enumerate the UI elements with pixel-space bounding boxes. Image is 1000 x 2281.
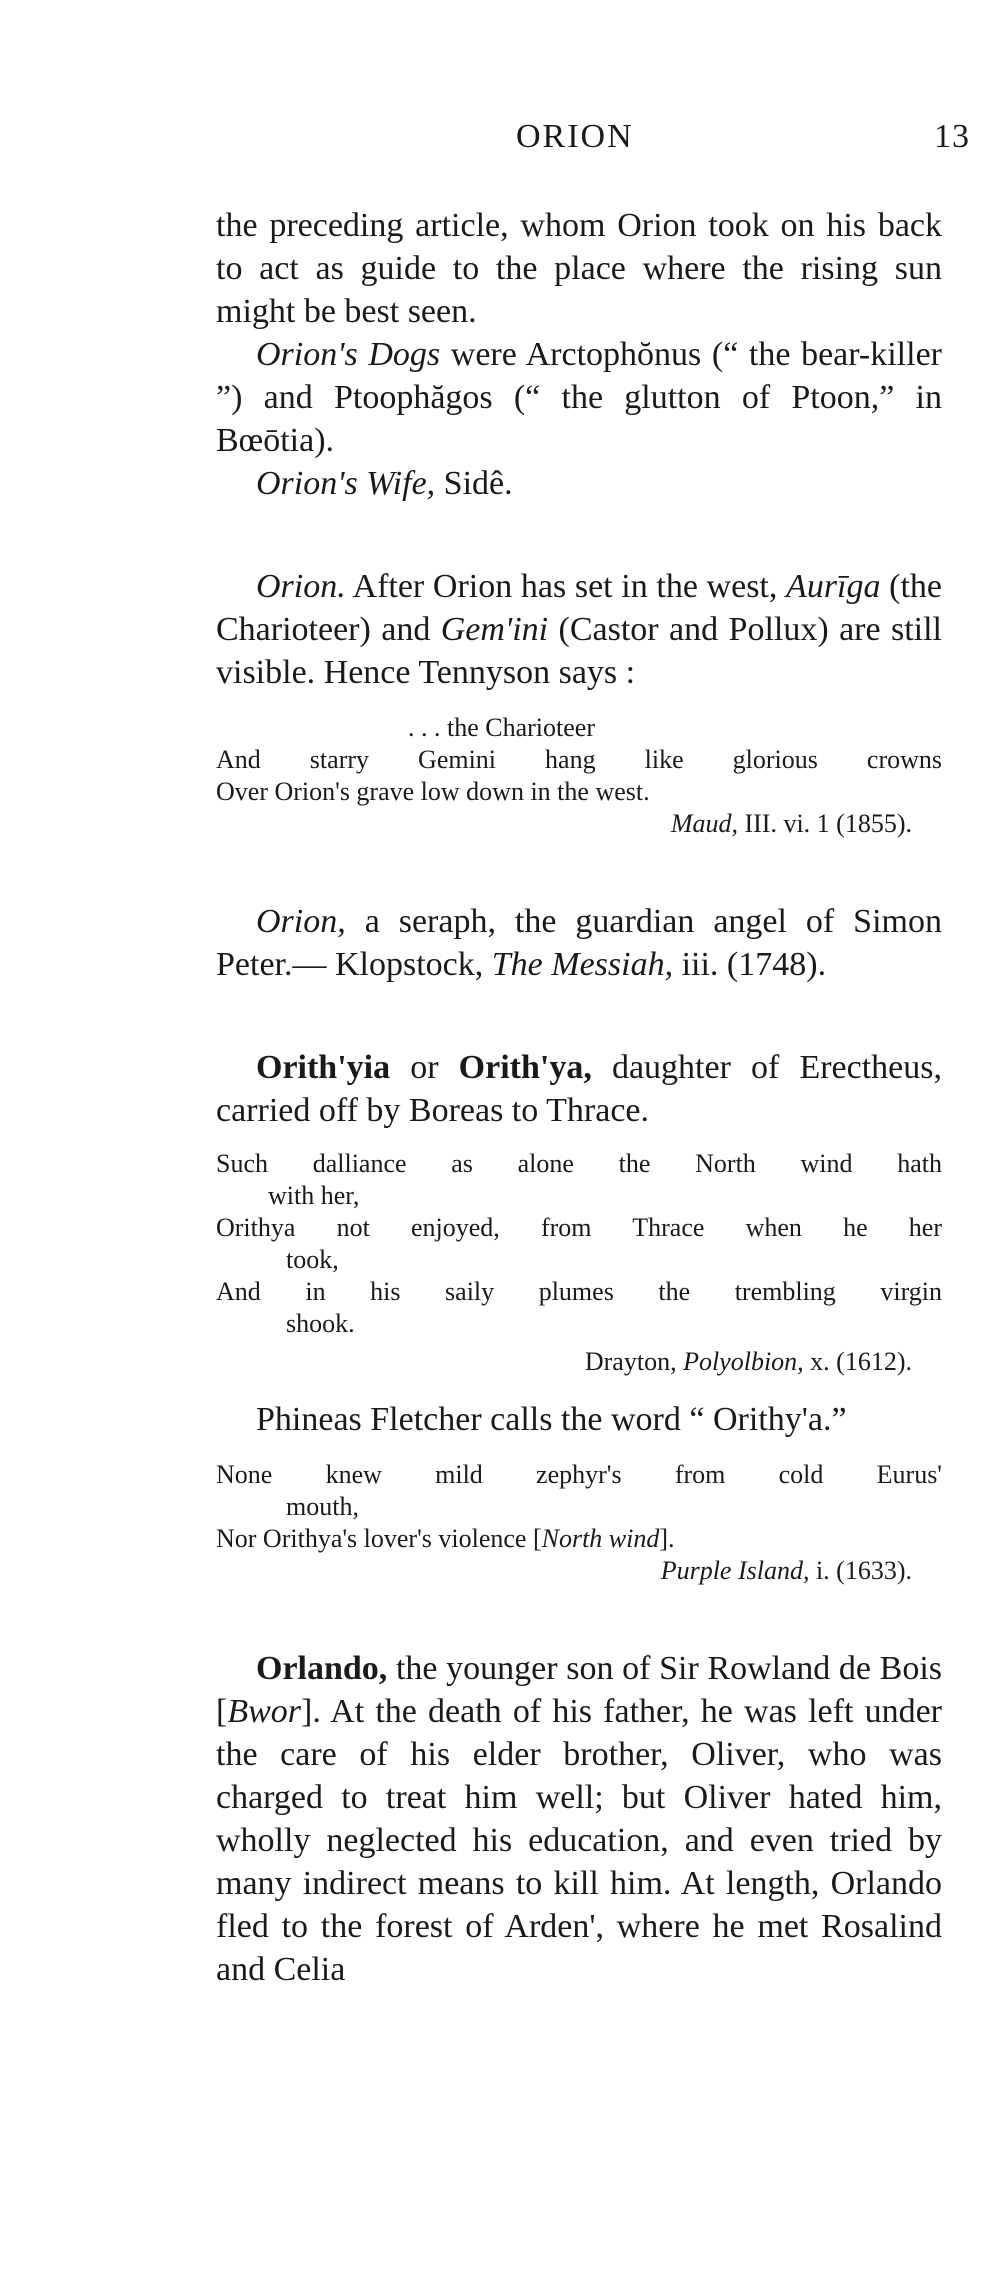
headword: Orion. (256, 568, 346, 605)
verse-line: None knew mild zephyr's from cold Eurus' (216, 1460, 942, 1489)
verse-line: Such dalliance as alone the North wind hath (216, 1149, 942, 1178)
verse-citation (216, 1555, 942, 1587)
citation-text: x. (1612). (803, 1347, 912, 1376)
verse-citation (216, 1346, 942, 1378)
verse-line: . . . the Charioteer (408, 713, 595, 742)
headword: Orith'ya, (458, 1049, 592, 1086)
pronunciation-gloss: Bwor (227, 1693, 302, 1730)
entry-text: ]. At the death of his father, he was left under the care of his elder brother, Oliver, who was charged to treat him well; but Oliver hated him, wholly neglected his education, and even tried by many indirect means to kill him. At length, Orlando fled to the forest of Arden', where he met Rosalind and Celia (216, 1693, 942, 1988)
italic-term: Gem'ini (440, 611, 549, 648)
verse-line: Over Orion's grave low down in the west. (216, 777, 650, 806)
citation-title: Polyolbion, (683, 1347, 804, 1376)
verse-line: with her, (268, 1181, 360, 1210)
entry-orions-wife (216, 462, 942, 505)
page-header (216, 118, 996, 166)
verse-quotation (216, 1148, 942, 1378)
running-head: ORION (516, 118, 634, 155)
verse-line: shook. (286, 1309, 355, 1338)
verse-line: Orithya not enjoyed, from Thrace when he her (216, 1213, 942, 1242)
entry-orion-constellation (216, 565, 942, 694)
verse-quotation (216, 712, 942, 840)
citation-title: Purple Island, (660, 1556, 810, 1585)
entry-orions-dogs (216, 333, 942, 462)
citation-text: III. vi. 1 (1855). (737, 809, 912, 838)
verse-text: Nor Orithya's lover's violence [ (216, 1524, 542, 1553)
verse-citation (216, 808, 942, 840)
entry-text: Phineas Fletcher calls the word “ Orithy'a.” (256, 1401, 847, 1438)
citation-text: Drayton, (584, 1347, 684, 1376)
verse-line (216, 1523, 942, 1555)
headword: Orion's Dogs (256, 336, 441, 373)
entry-text: the younger son of Sir Rowland de Bois [ (216, 1650, 942, 1730)
verse-line: And starry Gemini hang like glorious crowns (216, 745, 942, 774)
headword: Orith'yia (256, 1049, 391, 1086)
verse-line: mouth, (286, 1492, 359, 1521)
verse-line: And in his saily plumes the trembling virgin (216, 1277, 942, 1306)
verse-quotation (216, 1459, 942, 1587)
citation-text: i. (1633). (809, 1556, 912, 1585)
headword: Orlando, (256, 1650, 388, 1687)
entry-text: were Arctophŏnus (“ the bear-killer ”) and Ptoophăgos (“ the glutton of Ptoon,” in Bœōtia). (216, 336, 942, 459)
headword: Orion, (256, 903, 346, 940)
page-body (216, 204, 942, 1991)
verse-text: ]. (659, 1524, 675, 1553)
entry-text: the preceding article, whom Orion took on his back to act as guide to the place where the rising sun might be best seen. (216, 207, 942, 330)
italic-term: Aurīga (786, 568, 881, 605)
citation-title: The Messiah, (491, 946, 674, 983)
entry-text: After Orion has set in the west, (345, 568, 787, 605)
entry-text: daughter of Erectheus, carried off by Boreas to Thrace. (216, 1049, 942, 1129)
entry-continuation (216, 204, 942, 333)
headword: Orion's Wife, (256, 465, 436, 502)
entry-fletcher-note (216, 1398, 942, 1441)
entry-text: (the Charioteer) and (216, 568, 943, 648)
entry-text: (Castor and Pollux) are still visible. Hence Tennyson says : (216, 611, 943, 691)
entry-orithyia (216, 1046, 942, 1132)
page-number: 13 (934, 118, 970, 155)
entry-text: or (390, 1049, 459, 1086)
entry-orlando (216, 1647, 942, 1991)
verse-line: took, (286, 1245, 339, 1274)
entry-text: a seraph, the guardian angel of Simon Peter.— Klopstock, (216, 903, 942, 983)
verse-gloss: North wind (541, 1524, 660, 1553)
entry-text: Sidê. (435, 465, 513, 502)
citation-title: Maud, (670, 809, 738, 838)
entry-orion-seraph (216, 900, 942, 986)
entry-text: iii. (1748). (673, 946, 827, 983)
